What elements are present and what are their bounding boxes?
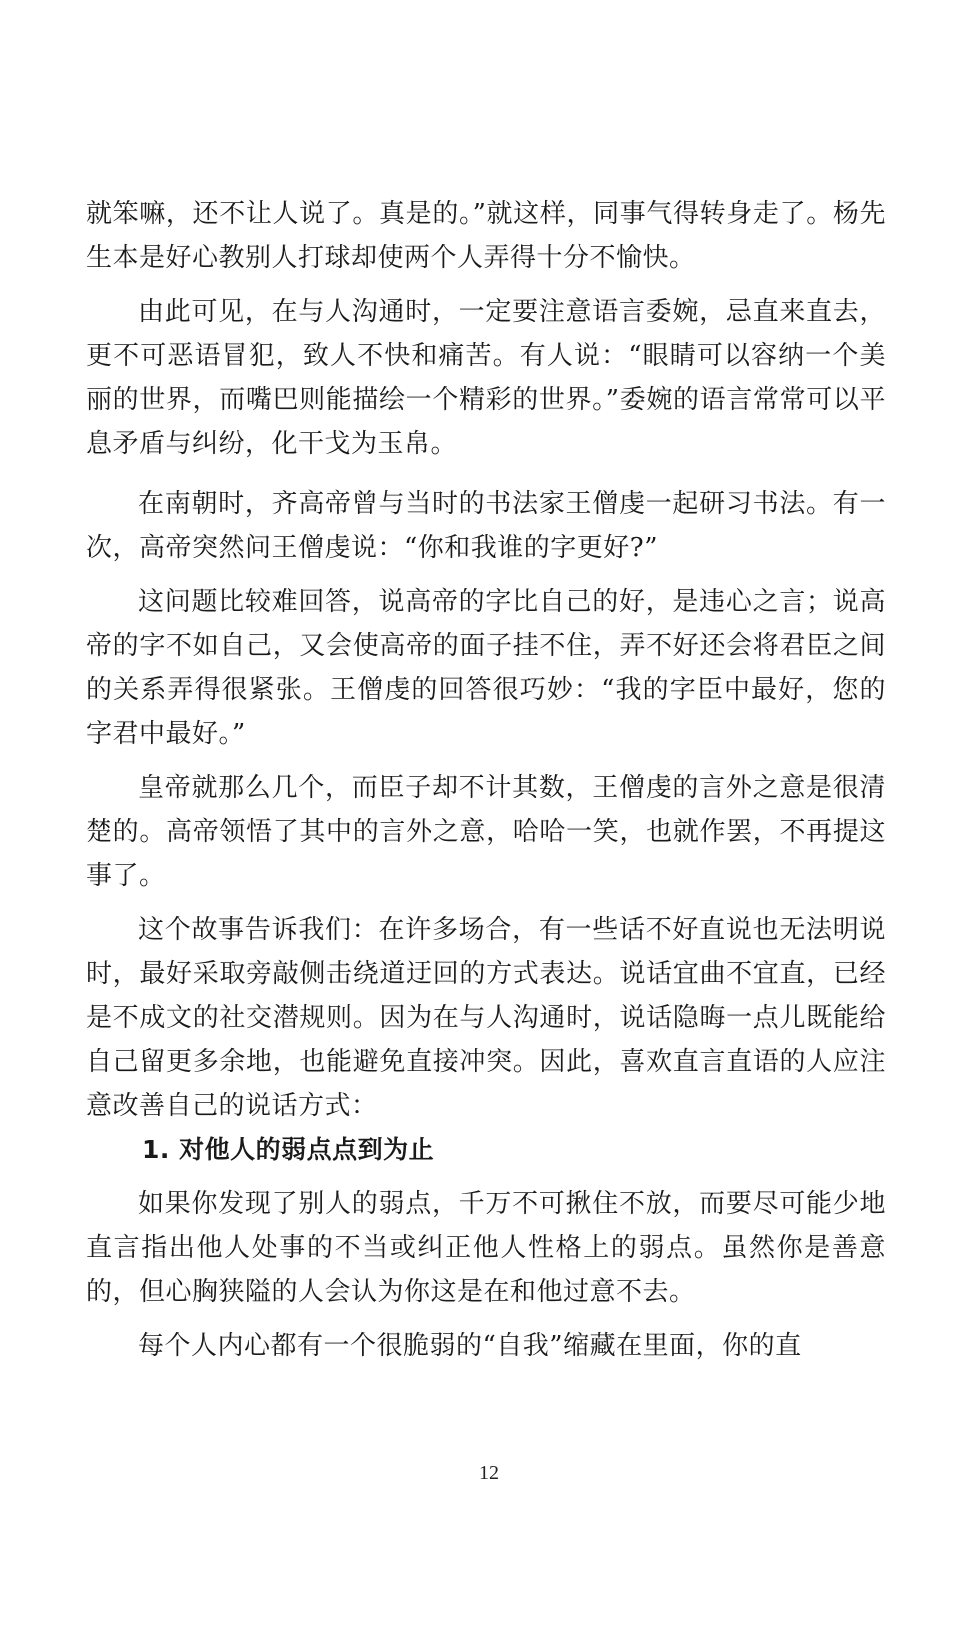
- paragraph: 每个人内心都有一个很脆弱的“自我”缩藏在里面，你的直: [138, 1331, 802, 1361]
- paragraph: 皇帝就那么几个，而臣子却不计其数，王僧虔的言外之意是很清楚的。高帝领悟了其中的言外之意，哈哈一笑，也就作罢，不再提这事了。: [86, 773, 886, 891]
- paragraph: 这个故事告诉我们：在许多场合，有一些话不好直说也无法明说时，最好采取旁敲侧击绕道迂回的方式表达。说话宜曲不宜直，已经是不成文的社交潜规则。因为在与人沟通时，说话隐晦一点儿既能给自己留更多余地，也能避免直接冲突。因此，喜欢直言直语的人应注意改善自己的说话方式：: [86, 915, 886, 1121]
- paragraph: 这问题比较难回答，说高帝的字比自己的好，是违心之言；说高帝的字不如自己，又会使高帝的面子挂不住，弄不好还会将君臣之间的关系弄得很紧张。王僧虔的回答很巧妙：“我的字臣中最好，您的字君中最好。”: [86, 587, 886, 749]
- page-number: 12: [479, 1462, 499, 1484]
- paragraph: 由此可见，在与人沟通时，一定要注意语言委婉，忌直来直去，更不可恶语冒犯，致人不快和痛苦。有人说：“眼睛可以容纳一个美丽的世界，而嘴巴则能描绘一个精彩的世界。”委婉的语言常常可以平息矛盾与纠纷，化干戈为玉帛。: [86, 297, 886, 459]
- body-text: [86, 192, 886, 1368]
- section-heading: 1. 对他人的弱点点到为止: [142, 1135, 435, 1164]
- paragraph: 在南朝时，齐高帝曾与当时的书法家王僧虔一起研习书法。有一次，高帝突然问王僧虔说：“你和我谁的字更好?”: [86, 489, 886, 563]
- paragraph: 如果你发现了别人的弱点，千万不可揪住不放，而要尽可能少地直言指出他人处事的不当或纠正他人性格上的弱点。虽然你是善意的，但心胸狭隘的人会认为你这是在和他过意不去。: [86, 1189, 886, 1307]
- paragraph-continuation: 就笨嘛，还不让人说了。真是的。”就这样，同事气得转身走了。杨先生本是好心教别人打球却使两个人弄得十分不愉快。: [86, 199, 886, 273]
